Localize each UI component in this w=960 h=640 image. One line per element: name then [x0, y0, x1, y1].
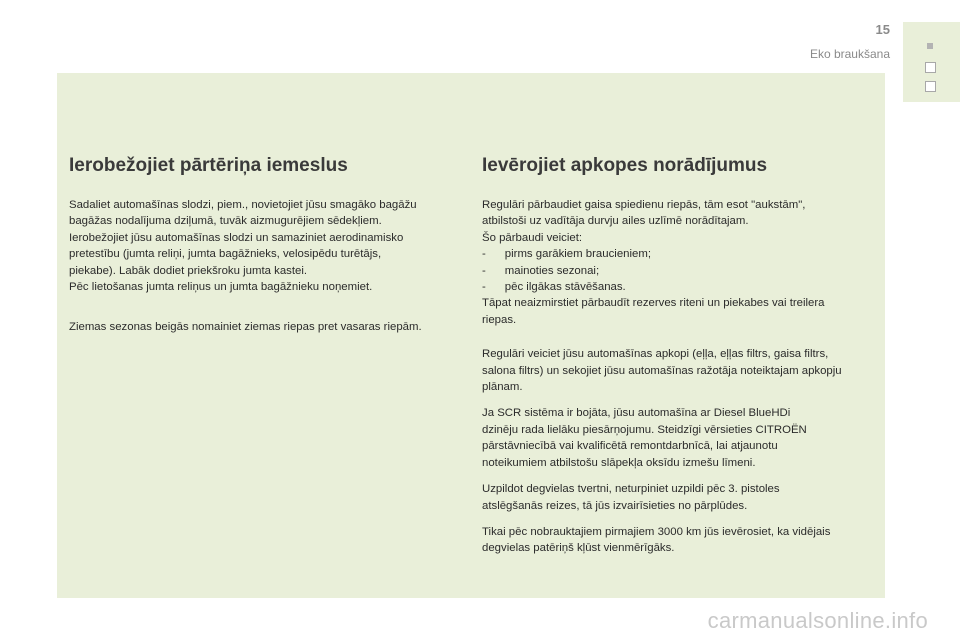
- text-line: Ziemas sezonas beigās nomainiet ziemas riepas pret vasaras riepām.: [69, 321, 422, 334]
- text-line: Šo pārbaudi veiciet:: [482, 231, 583, 244]
- right-paragraph-4: [482, 481, 877, 514]
- right-paragraph-5: [482, 524, 877, 557]
- text-line: piekabe). Labāk dodiet priekšroku jumta kastei.: [69, 264, 308, 277]
- watermark: carmanualsonline.info: [707, 608, 928, 633]
- text-line: Ja SCR sistēma ir bojāta, jūsu automašīna ar Diesel BlueHDi: [482, 407, 791, 420]
- right-paragraph-1: [482, 197, 877, 328]
- text-line: atslēgšanās reizes, tā jūs izvairīsieties no pārplūdes.: [482, 499, 748, 512]
- chapter-box-icon: [925, 81, 936, 92]
- text-line: Ierobežojiet jūsu automašīnas slodzi un samaziniet aerodinamisko: [69, 231, 404, 244]
- left-section-title: Ierobežojiet pārtēriņa iemeslus: [69, 155, 348, 176]
- content-panel: [57, 73, 885, 598]
- text-line: pārstāvniecībā vai kvalificētā remontdarbnīcā, lai atjaunotu: [482, 440, 778, 453]
- list-item: - mainoties sezonai;: [482, 264, 600, 277]
- right-paragraph-2: [482, 346, 877, 395]
- right-section-title: Ievērojiet apkopes norādījumus: [482, 155, 768, 176]
- text-line: riepas.: [482, 313, 517, 326]
- text-line: Sadaliet automašīnas slodzi, piem., novietojiet jūsu smagāko bagāžu: [69, 199, 417, 211]
- right-column: [482, 155, 877, 567]
- text-line: salona filtrs) un sekojiet jūsu automašīnas ražotāja noteiktajam apkopju: [482, 364, 842, 377]
- text-line: Regulāri veiciet jūsu automašīnas apkopi (eļļa, eļļas filtrs, gaisa filtrs,: [482, 348, 829, 361]
- text-line: noteikumiem atbilstošu slāpekļa oksīdu izmešu līmeni.: [482, 456, 756, 469]
- left-paragraph-2: [69, 319, 459, 335]
- chapter-marker-icon: [927, 43, 933, 49]
- text-line: dzinēju rada lielāku piesārņojumu. Steidzīgi vērsieties CITROËN: [482, 423, 807, 436]
- left-paragraph-1: [69, 197, 459, 295]
- text-line: Tikai pēc nobrauktajiem pirmajiem 3000 km jūs ievērosiet, ka vidējais: [482, 525, 831, 538]
- text-line: bagāžas nodalījuma dziļumā, tuvāk aizmugurējiem sēdekļiem.: [69, 215, 382, 228]
- text-line: atbilstoši uz vadītāja durvju ailes uzlīmē norādītajam.: [482, 215, 749, 228]
- page-number: 15: [875, 22, 890, 37]
- chapter-box-icon: [925, 62, 936, 73]
- text-line: degvielas patēriņš kļūst vienmērīgāks.: [482, 542, 675, 555]
- section-name: Eko braukšana: [809, 47, 890, 61]
- text-line: Regulāri pārbaudiet gaisa spiedienu riepās, tām esot "aukstām",: [482, 199, 806, 211]
- text-line: plānam.: [482, 381, 523, 394]
- list-item: - pirms garākiem braucieniem;: [482, 248, 652, 261]
- text-line: pretestību (jumta reliņi, jumta bagāžnieks, velosipēdu turētājs,: [69, 248, 382, 261]
- text-line: Pēc lietošanas jumta reliņus un jumta bagāžnieku noņemiet.: [69, 281, 373, 294]
- left-column: [69, 155, 459, 346]
- right-paragraph-3: [482, 405, 877, 471]
- text-line: Tāpat neaizmirstiet pārbaudīt rezerves riteni un piekabes vai treilera: [482, 297, 825, 310]
- text-line: Uzpildot degvielas tvertni, neturpiniet uzpildi pēc 3. pistoles: [482, 483, 780, 496]
- list-item: - pēc ilgākas stāvēšanas.: [482, 281, 626, 294]
